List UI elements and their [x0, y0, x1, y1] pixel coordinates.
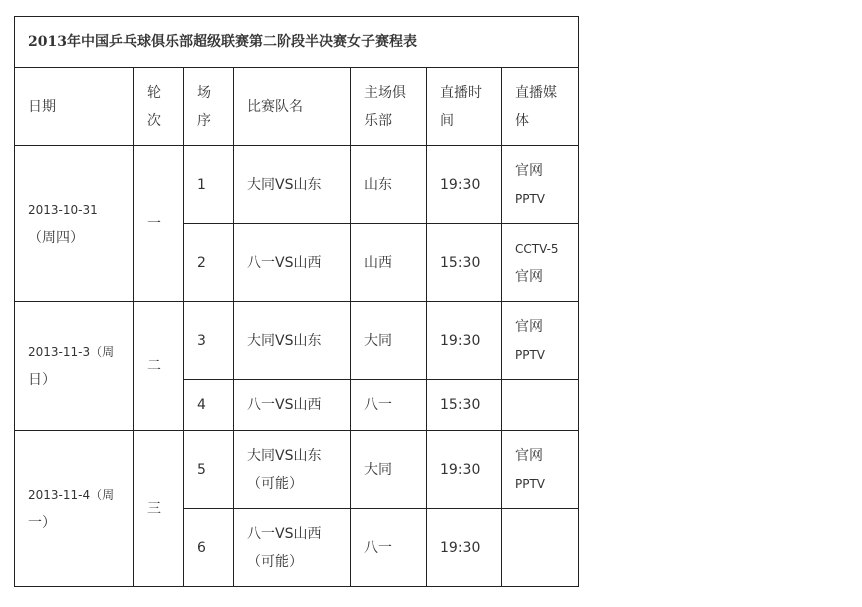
teams-cell: 八一VS山西 — [234, 224, 351, 302]
teams-cell: 八一VS山西 （可能） — [234, 509, 351, 587]
media-cell: 官网 PPTV — [502, 431, 579, 509]
game-number: 6 — [184, 509, 234, 587]
game-number: 2 — [184, 224, 234, 302]
teams-cell: 八一VS山西 — [234, 380, 351, 431]
time-cell: 19:30 — [427, 509, 502, 587]
game-number: 4 — [184, 380, 234, 431]
date-cell: 2013-11-3（周 日） — [15, 302, 134, 431]
header-home-club: 主场俱 乐部 — [351, 68, 427, 146]
time-cell: 19:30 — [427, 431, 502, 509]
media-cell: 官网 PPTV — [502, 146, 579, 224]
header-teams: 比赛队名 — [234, 68, 351, 146]
header-round: 轮 次 — [134, 68, 184, 146]
home-cell: 八一 — [351, 380, 427, 431]
header-broadcast-media: 直播媒 体 — [502, 68, 579, 146]
teams-cell: 大同VS山东 — [234, 302, 351, 380]
media-cell: CCTV-5 官网 — [502, 224, 579, 302]
time-cell: 15:30 — [427, 224, 502, 302]
teams-cell: 大同VS山东 — [234, 146, 351, 224]
game-number: 5 — [184, 431, 234, 509]
header-row — [15, 68, 579, 146]
home-cell: 八一 — [351, 509, 427, 587]
media-cell: 官网 PPTV — [502, 302, 579, 380]
schedule-table — [14, 16, 579, 587]
home-cell: 山东 — [351, 146, 427, 224]
header-date: 日期 — [15, 68, 134, 146]
table-row — [15, 146, 579, 224]
table-row — [15, 302, 579, 380]
media-cell — [502, 380, 579, 431]
home-cell: 山西 — [351, 224, 427, 302]
game-number: 3 — [184, 302, 234, 380]
date-cell: 2013-10-31 （周四） — [15, 146, 134, 302]
header-game-order: 场 序 — [184, 68, 234, 146]
round-cell: 一 — [134, 146, 184, 302]
teams-cell: 大同VS山东 （可能） — [234, 431, 351, 509]
header-broadcast-time: 直播时 间 — [427, 68, 502, 146]
home-cell: 大同 — [351, 302, 427, 380]
media-cell — [502, 509, 579, 587]
table-row — [15, 431, 579, 509]
home-cell: 大同 — [351, 431, 427, 509]
table-title: 2013年中国乒乓球俱乐部超级联赛第二阶段半决赛女子赛程表 — [15, 17, 579, 68]
time-cell: 19:30 — [427, 302, 502, 380]
time-cell: 15:30 — [427, 380, 502, 431]
round-cell: 三 — [134, 431, 184, 587]
date-cell: 2013-11-4（周 一） — [15, 431, 134, 587]
round-cell: 二 — [134, 302, 184, 431]
time-cell: 19:30 — [427, 146, 502, 224]
game-number: 1 — [184, 146, 234, 224]
